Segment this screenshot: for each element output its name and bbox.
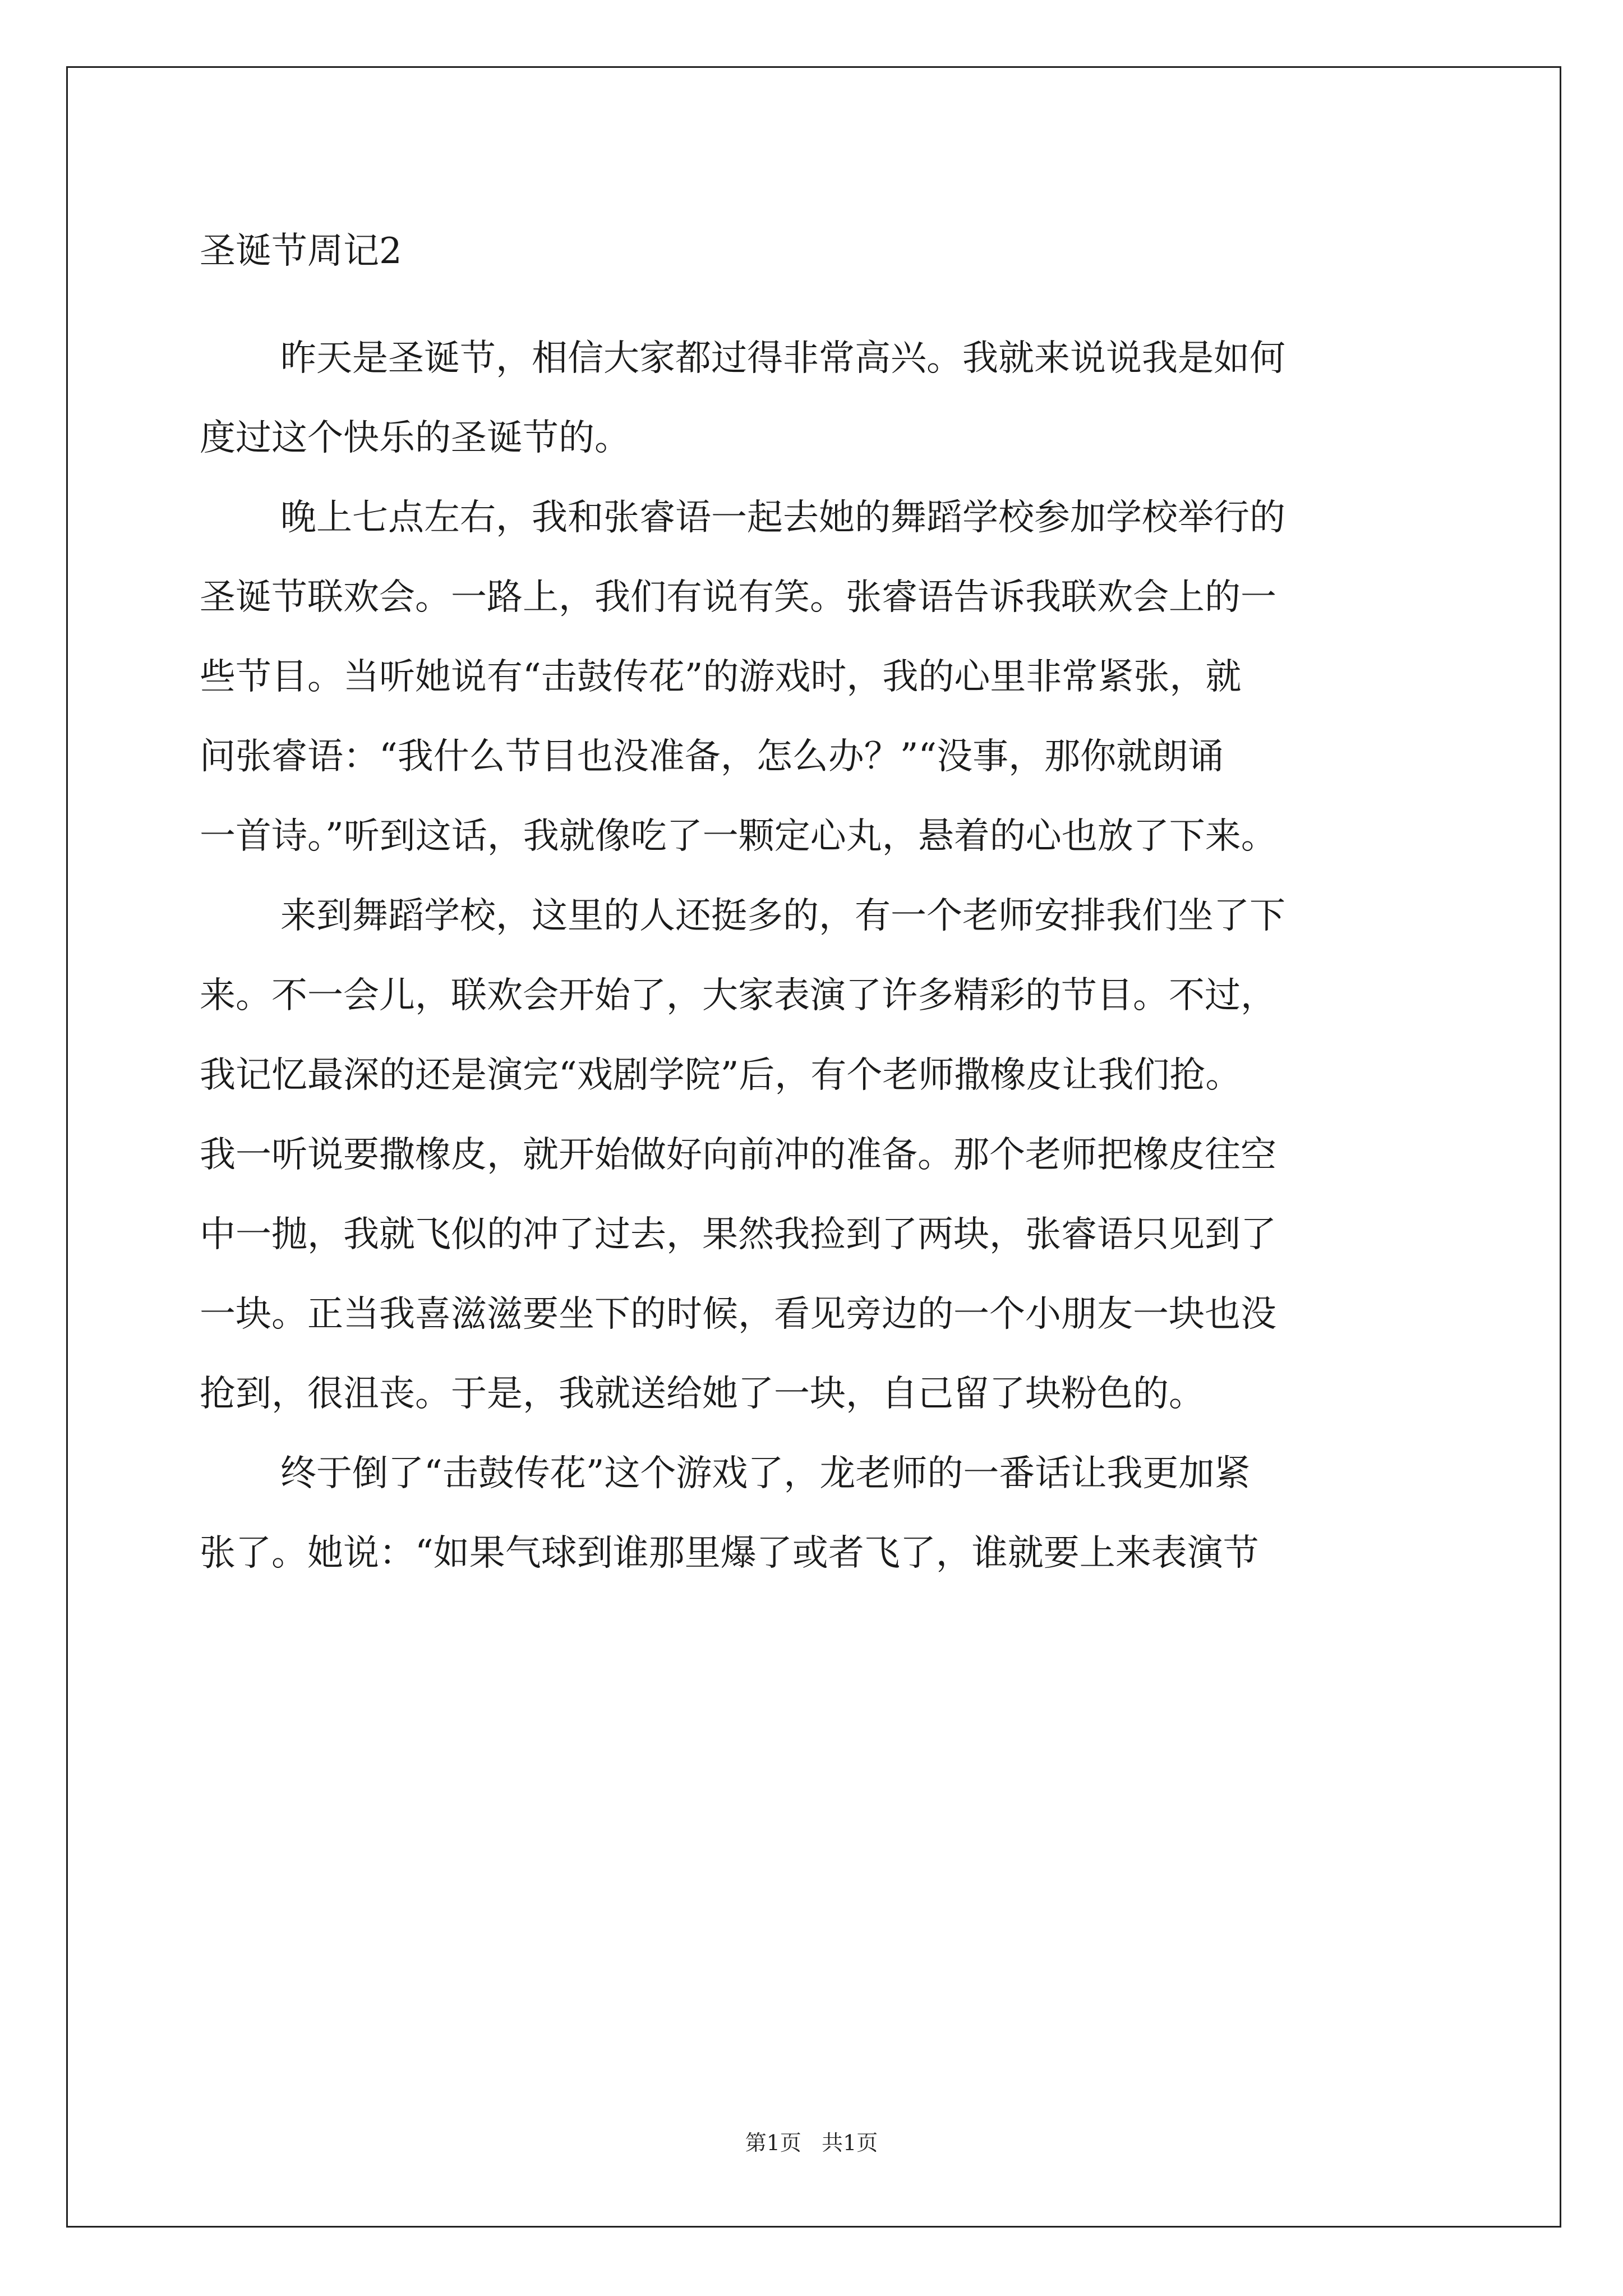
paragraph-3-line-5: 中一抛，我就飞似的冲了过去，果然我捡到了两块，张睿语只见到了 <box>200 1214 1276 1255</box>
paragraph-2-line-5: 一首诗。”听到这话，我就像吃了一颗定心丸，悬着的心也放了下来。 <box>200 816 1277 857</box>
paragraph-2-line-4: 问张睿语：“我什么节目也没准备，怎么办？”“没事，那你就朗诵 <box>200 736 1224 777</box>
paragraph-4-line-1: 终于倒了“击鼓传花”这个游戏了，龙老师的一番话让我更加紧 <box>280 1453 1251 1494</box>
paragraph-3-line-7: 抢到，很沮丧。于是，我就送给她了一块，自己留了块粉色的。 <box>200 1373 1205 1415</box>
document-body <box>200 319 1433 1593</box>
paragraph-2-line-1: 晚上七点左右，我和张睿语一起去她的舞蹈学校参加学校举行的 <box>280 497 1285 539</box>
paragraph-2-line-3: 些节目。当听她说有“击鼓传花”的游戏时，我的心里非常紧张，就 <box>200 656 1242 698</box>
paragraph-3-line-1: 来到舞蹈学校，这里的人还挺多的，有一个老师安排我们坐了下 <box>280 895 1285 937</box>
paragraph-3-line-6: 一块。正当我喜滋滋要坐下的时候，看见旁边的一个小朋友一块也没 <box>200 1294 1276 1335</box>
paragraph-3-line-4: 我一听说要撒橡皮，就开始做好向前冲的准备。那个老师把橡皮往空 <box>200 1134 1276 1176</box>
paragraph-3-line-2: 来。不一会儿，联欢会开始了，大家表演了许多精彩的节目。不过， <box>200 975 1276 1016</box>
page-footer: 第1页 共1页 <box>745 2131 878 2155</box>
paragraph-3-line-3: 我记忆最深的还是演完“戏剧学院”后，有个老师撒橡皮让我们抢。 <box>200 1055 1242 1096</box>
paragraph-1-line-2: 度过这个快乐的圣诞节的。 <box>200 417 630 459</box>
document-title: 圣诞节周记2 <box>200 231 402 272</box>
paragraph-2-line-2: 圣诞节联欢会。一路上，我们有说有笑。张睿语告诉我联欢会上的一 <box>200 577 1276 618</box>
paragraph-1-line-1: 昨天是圣诞节，相信大家都过得非常高兴。我就来说说我是如何 <box>280 338 1285 379</box>
paragraph-4-line-2: 张了。她说：“如果气球到谁那里爆了或者飞了，谁就要上来表演节 <box>200 1533 1259 1574</box>
